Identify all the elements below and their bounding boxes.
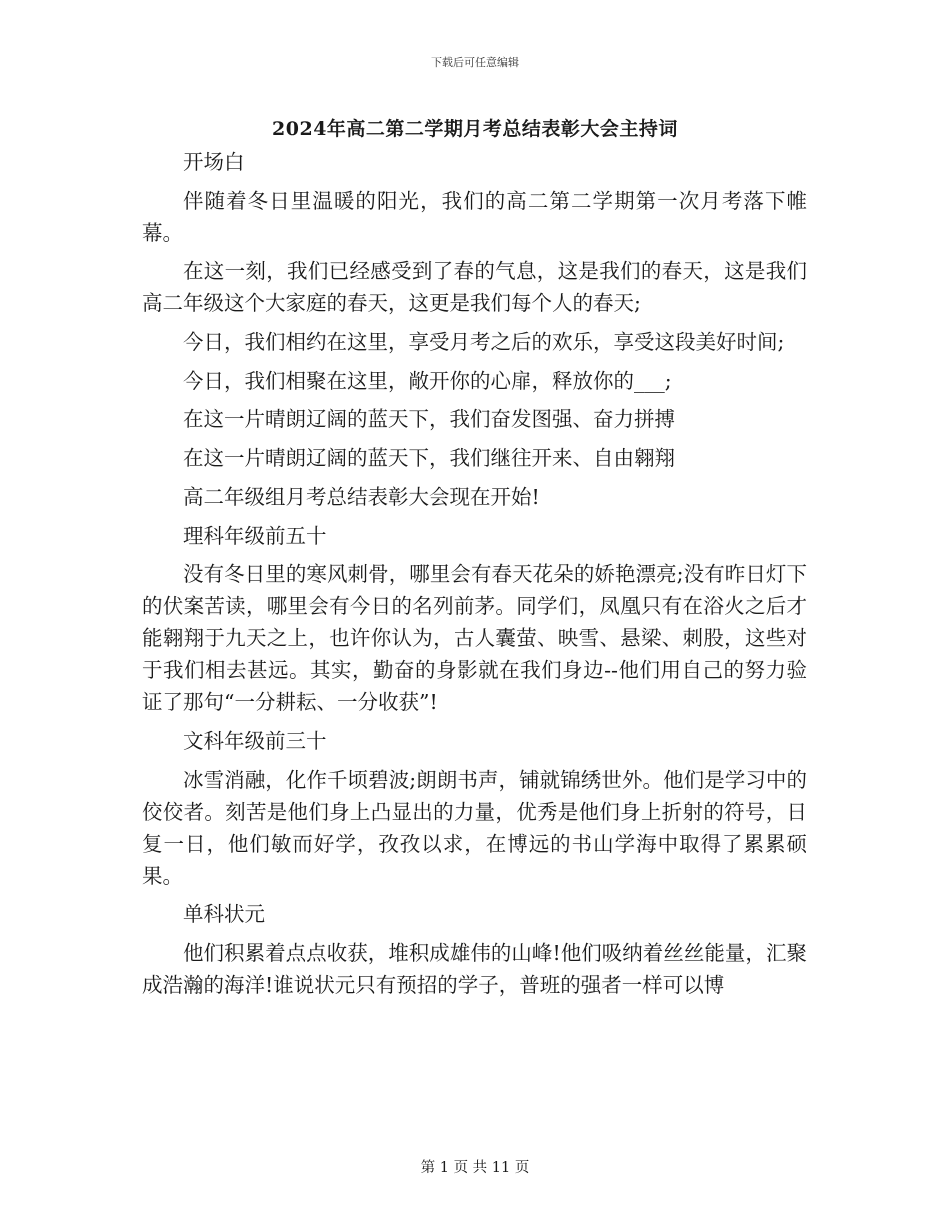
paragraph-opening-heading: 开场白 [183,150,245,174]
paragraph: 今日，我们相聚在这里，敞开你的心扉，释放你的___; [183,368,672,393]
paragraph: 高二年级组月考总结表彰大会现在开始! [183,484,540,509]
paragraph: 今日，我们相约在这里，享受月考之后的欢乐，享受这段美好时间; [183,330,785,355]
paragraph: 没有冬日里的寒风刺骨，哪里会有春天花朵的娇艳漂亮;没有昨日灯下的伏案苦读，哪里会有今日的名列前茅。同学们，凤凰只有在浴火之后才能翱翔于九天之上，也许你认为，古人囊萤、映雪、悬梁、刺股，这些对于我们相去甚远。其实，勤奋的身影就在我们身边--他们用自己的努力验证了那句“一分耕耘、一分收获”! [142,562,807,715]
section-heading-arts: 文科年级前三十 [183,728,327,753]
paragraph: 在这一片晴朗辽阔的蓝天下，我们继往开来、自由翱翔 [183,446,675,471]
paragraph: 在这一刻，我们已经感受到了春的气息，这是我们的春天，这是我们高二年级这个大家庭的春天，这更是我们每个人的春天; [142,259,807,316]
section-heading-single-subject: 单科状元 [183,902,265,927]
page-footer: 第 1 页 共 11 页 [420,1160,530,1176]
paragraph: 在这一片晴朗辽阔的蓝天下，我们奋发图强、奋力拼搏 [183,407,675,432]
header-note: 下载后可任意编辑 [431,56,519,69]
document-body [142,146,807,1008]
section-heading-science: 理科年级前五十 [183,523,327,548]
paragraph: 冰雪消融，化作千顷碧波;朗朗书声，铺就锦绣世外。他们是学习中的佼佼者。刻苦是他们身上凸显出的力量，优秀是他们身上折射的符号，日复一日，他们敏而好学，孜孜以求，在博远的书山学海中取得了累累硕果。 [142,767,807,888]
paragraph: 他们积累着点点收获，堆积成雄伟的山峰!他们吸纳着丝丝能量，汇聚成浩瀚的海洋!谁说状元只有预招的学子，普班的强者一样可以博 [142,940,807,997]
document-title: 2024年高二第二学期月考总结表彰大会主持词 [272,118,678,140]
paragraph: 伴随着冬日里温暖的阳光，我们的高二第二学期第一次月考落下帷幕。 [142,188,807,245]
